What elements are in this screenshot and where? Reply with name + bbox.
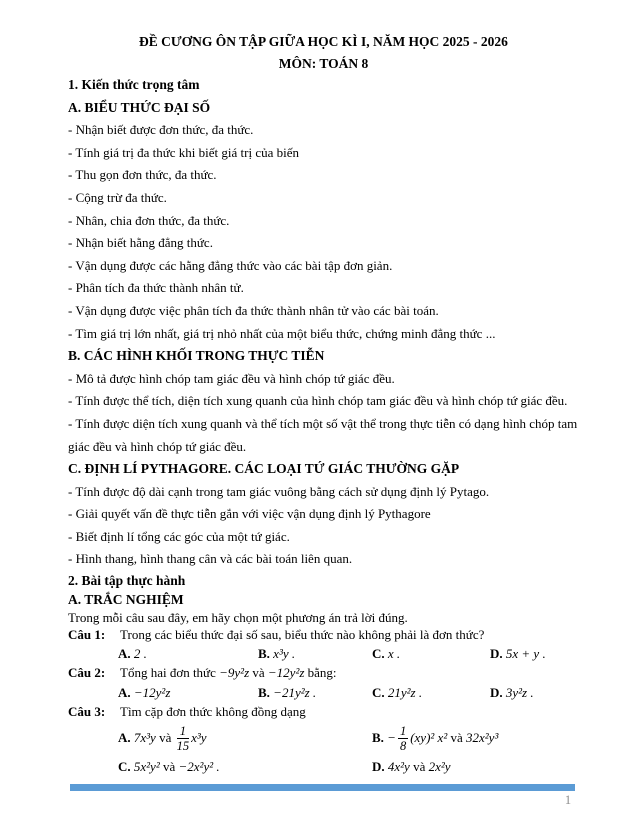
- question-1: [68, 626, 579, 644]
- list-item: - Nhận biết được đơn thức, đa thức.: [68, 122, 254, 138]
- option-c: C. 21y²z .: [372, 685, 423, 701]
- option-d: D. 5x + y .: [490, 646, 546, 662]
- option-b: B. x³y .: [258, 646, 296, 662]
- question-3-label: Câu 3:: [68, 704, 106, 720]
- option-b: B. − $\frac{1}{8}$ (xy)² x² và 32x²y³: [372, 723, 499, 754]
- question-2: [68, 663, 579, 683]
- list-item: - Tính được diện tích xung quanh và thể tích một số vật thể trong thực tiễn có dạng hình chóp tam giác đều và hình chóp tứ giác đều.: [68, 415, 578, 454]
- section-a-heading: A. BIỂU THỨC ĐẠI SỐ: [68, 99, 211, 115]
- list-item: - Giải quyết vấn đề thực tiễn gắn với việc vận dụng định lý Pythagore: [68, 506, 431, 522]
- section-1-heading: 1. Kiến thức trọng tâm: [68, 77, 200, 92]
- document-content: [68, 31, 579, 779]
- question-3-options-row-2: [68, 755, 579, 779]
- list-item: - Thu gọn đơn thức, đa thức.: [68, 167, 217, 183]
- document-title: ĐỀ CƯƠNG ÔN TẬP GIỮA HỌC KÌ I, NĂM HỌC 2025 - 2026: [139, 34, 508, 49]
- section-c-heading: C. ĐỊNH LÍ PYTHAGORE. CÁC LOẠI TỨ GIÁC THƯỜNG GẶP: [68, 461, 460, 477]
- fraction: $\frac{1}{15}$: [176, 723, 190, 754]
- question-1-text: Trong các biểu thức đại số sau, biểu thức nào không phải là đơn thức?: [120, 627, 485, 643]
- list-item: - Tính được độ dài cạnh trong tam giác vuông bằng cách sử dụng định lý Pytago.: [68, 483, 490, 499]
- document-subtitle: MÔN: TOÁN 8: [278, 56, 369, 71]
- option-d: D. 3y²z .: [490, 685, 534, 701]
- list-item: - Nhân, chia đơn thức, đa thức.: [68, 212, 230, 228]
- question-1-label: Câu 1:: [68, 627, 106, 643]
- section-b-heading: B. CÁC HÌNH KHỐI TRONG THỰC TIỄN: [68, 348, 325, 364]
- question-3: [68, 703, 579, 721]
- list-item: - Mô tả được hình chóp tam giác đều và hình chóp tứ giác đều.: [68, 370, 395, 386]
- option-a: A. −12y²z: [118, 685, 171, 701]
- question-2-label: Câu 2:: [68, 665, 106, 681]
- list-item: - Tính giá trị đa thức khi biết giá trị của biến: [68, 144, 299, 160]
- option-c: C. x .: [372, 646, 401, 662]
- section-2-heading: 2. Bài tập thực hành: [68, 573, 186, 589]
- list-item: - Tính được thể tích, diện tích xung quanh của hình chóp tam giác đều và hình chóp tứ giác đều.: [68, 393, 568, 409]
- multiple-choice-intro: Trong mỗi câu sau đây, em hãy chọn một phương án trả lời đúng.: [68, 610, 408, 626]
- question-1-options: [68, 644, 579, 663]
- option-c: C. 5x²y² và −2x²y² .: [118, 759, 220, 775]
- question-2-text: Tổng hai đơn thức −9y²z và −12y²z bằng:: [120, 665, 337, 681]
- list-item: - Hình thang, hình thang cân và các bài toán liên quan.: [68, 551, 353, 567]
- list-item: - Vận dụng được việc phân tích đa thức thành nhân tử vào các bài toán.: [68, 302, 439, 318]
- question-3-options-row-1: [68, 723, 579, 755]
- question-3-text: Tìm cặp đơn thức không đồng dạng: [120, 704, 306, 720]
- fraction: $\frac{1}{8}$: [399, 723, 407, 754]
- list-item: - Vận dụng được các hằng đẳng thức vào các bài tập đơn giản.: [68, 257, 393, 273]
- option-a: A. 7x³y và $\frac{1}{15}$ x³y: [118, 723, 207, 754]
- page-number: 1: [564, 793, 572, 807]
- option-b: B. −21y²z .: [258, 685, 317, 701]
- list-item: - Biết định lí tổng các góc của một tứ giác.: [68, 528, 290, 544]
- multiple-choice-heading: A. TRẮC NGHIỆM: [68, 592, 184, 608]
- list-item: - Nhận biết hằng đẳng thức.: [68, 235, 213, 251]
- option-a: A. 2 .: [118, 646, 147, 662]
- footer-accent-bar: [70, 784, 575, 791]
- list-item: - Phân tích đa thức thành nhân tử.: [68, 280, 244, 296]
- option-d: D. 4x²y và 2x²y: [372, 759, 451, 775]
- question-2-options: [68, 683, 579, 703]
- list-item: - Cộng trừ đa thức.: [68, 189, 167, 205]
- list-item: - Tìm giá trị lớn nhất, giá trị nhỏ nhất của một biểu thức, chứng minh đẳng thức ...: [68, 325, 496, 341]
